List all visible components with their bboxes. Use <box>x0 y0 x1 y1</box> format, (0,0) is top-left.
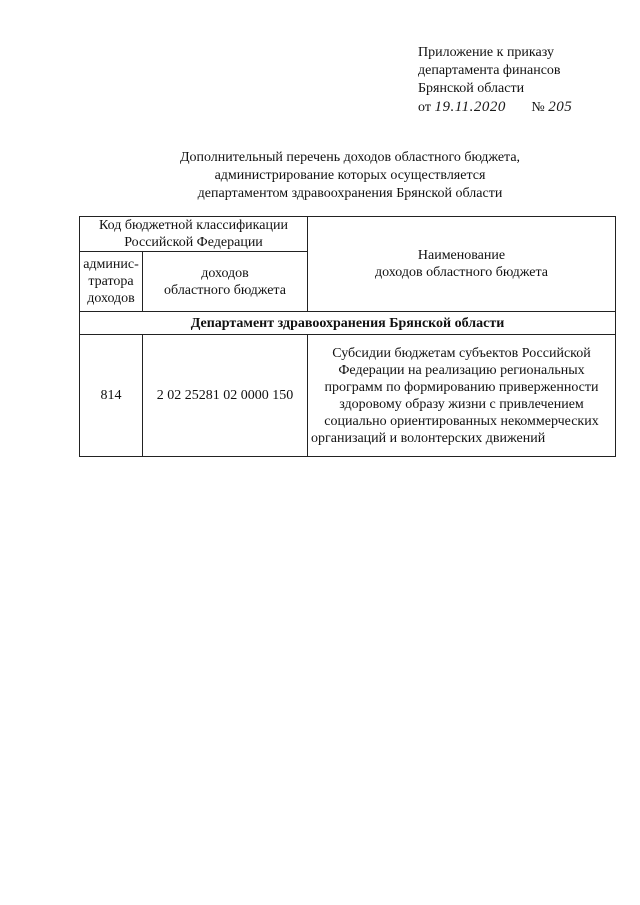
table-row <box>80 335 616 457</box>
from-label: от <box>418 100 431 115</box>
handwritten-number: 205 <box>548 99 573 115</box>
code-group-header: Код бюджетной классификации Российской Федерации <box>80 217 308 252</box>
department-row <box>80 312 616 335</box>
header-row-1 <box>80 217 616 252</box>
appendix-date-line <box>418 98 572 117</box>
name-column-header: Наименование доходов областного бюджета <box>308 217 616 312</box>
title-line-3: департаментом здравоохранения Брянской области <box>197 186 503 201</box>
income-code-cell: 2 02 25281 02 0000 150 <box>143 335 308 457</box>
budget-table <box>79 216 616 457</box>
admin-column-header: админис- тратора доходов <box>80 252 143 312</box>
title-line-2: администрирование которых осуществляется <box>214 168 486 183</box>
income-column-header: доходов областного бюджета <box>143 252 308 312</box>
admin-code-cell: 814 <box>80 335 143 457</box>
handwritten-date: 19.11.2020 <box>434 99 506 115</box>
appendix-block <box>418 44 572 117</box>
income-name-cell: Субсидии бюджетам субъектов Российской Федерации на реализацию региональных программ по формированию приверженности здоровому образу жизни с привлечением социально ориентированных некоммерческих организаций и волонтерских движений <box>308 335 616 457</box>
appendix-line-2: департамента финансов <box>418 63 561 78</box>
document-title <box>80 149 620 203</box>
number-label: № <box>531 100 545 115</box>
appendix-line-1: Приложение к приказу <box>418 45 554 60</box>
department-name: Департамент здравоохранения Брянской области <box>80 312 616 335</box>
appendix-line-3: Брянской области <box>418 81 525 96</box>
title-line-1: Дополнительный перечень доходов областного бюджета, <box>179 150 521 165</box>
